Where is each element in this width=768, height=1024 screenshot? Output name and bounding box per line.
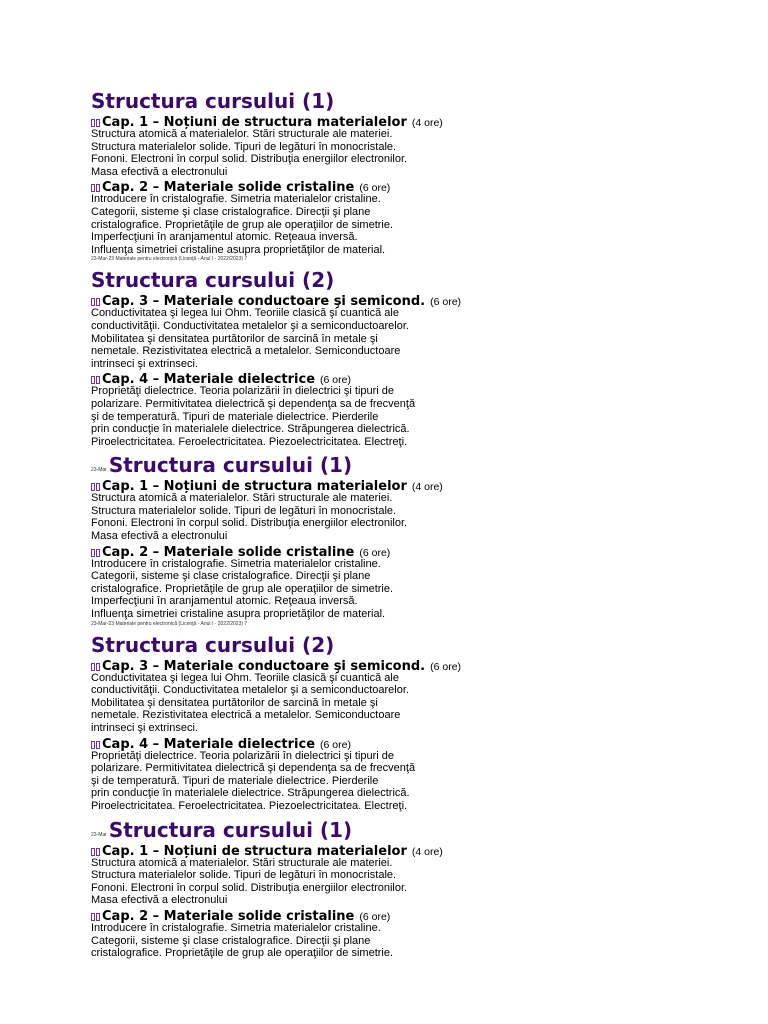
bullet-icon: [91, 544, 101, 553]
chapter-description-line: Piroelectricitatea. Feroelectricitatea. Piezoelectricitatea. Electreţi.: [91, 799, 408, 812]
bullet-icon: [91, 293, 101, 302]
chapter-description-line: Structura atomică a materialelor. Stări structurale ale materiei.: [91, 128, 393, 140]
chapter-description-line: Introducere în cristalografie. Simetria materialelor cristaline.: [91, 193, 381, 206]
chapter-hours: (6 ore): [359, 546, 391, 559]
bullet-icon: [91, 179, 101, 188]
chapter-description-line: cristalografice. Proprietăţile de grup ale operaţiilor de simetrie.: [91, 582, 394, 595]
chapter-description-line: polarizare. Permitivitatea dielectrică şi dependenţa sa de frecvenţă: [91, 397, 416, 410]
chapter-description-line: Introducere în cristalografie. Simetria materialelor cristaline.: [91, 921, 381, 934]
chapter-description-line: Fononi. Electroni în corpul solid. Distribuţia energiilor electronilor.: [91, 517, 408, 530]
date-prefix: 23-Mar: [91, 467, 107, 474]
chapter-description-line: Proprietăţi dielectrice. Teoria polarizării în dielectrici şi tipuri de: [91, 749, 395, 762]
chapter-heading: [91, 657, 491, 672]
bullet-icon: [91, 658, 101, 667]
section-header: [91, 628, 491, 657]
chapter-description-line: Piroelectricitatea. Feroelectricitatea. Piezoelectricitatea. Electreţi.: [91, 435, 408, 448]
chapter-description-line: Proprietăţi dielectrice. Teoria polarizării în dielectrici şi tipuri de: [91, 385, 395, 398]
chapter-hours: (4 ore): [411, 845, 443, 858]
chapter-description-line: Structura materialelor solide. Tipuri de legături în monocristale.: [91, 869, 397, 882]
chapter-heading: [91, 292, 491, 310]
course-section: [91, 448, 491, 627]
chapter-title: Cap. 4 – Materiale dielectrice: [102, 372, 316, 388]
date-prefix: 23-Mar: [91, 831, 107, 838]
chapter-description-line: Categorii, sisteme şi clase cristalografice. Direcţii şi plane: [91, 934, 371, 947]
chapter-hours: (6 ore): [359, 910, 391, 923]
chapter-hours: (6 ore): [430, 296, 462, 309]
chapter-description-line: conductivităţii. Conductivitatea metalelor şi a semiconductoarelor.: [91, 684, 409, 697]
chapter-heading: [91, 907, 491, 922]
chapter-heading: [91, 477, 491, 495]
chapter-heading: [91, 735, 491, 750]
section-title: Structura cursului (2): [91, 632, 335, 657]
document-page: [91, 84, 491, 960]
chapter-hours: (6 ore): [430, 660, 462, 673]
chapter-hours: (6 ore): [320, 374, 351, 387]
chapter-description-line: Fononi. Electroni în corpul solid. Distribuţia energiilor electronilor.: [91, 881, 408, 894]
chapter-title: Cap. 3 – Materiale conductoare şi semicond.: [102, 294, 426, 310]
chapter-description-line: Imperfecţiuni în aranjamentul atomic. Reţeaua inversă.: [91, 231, 358, 244]
chapter-description-line: Conductivitatea şi legea lui Ohm. Teoriile clasică şi cuantică ale: [91, 307, 399, 320]
chapter-description-line: Masa efectivă a electronului: [91, 165, 228, 178]
course-section: [91, 84, 491, 263]
section-header: [91, 813, 491, 842]
slide-footer: 23-Mar-23 Materiale pentru electronică (Licenţă - Anul I - 2022/2023) 7: [91, 620, 248, 627]
chapter-title: Cap. 2 – Materiale solide cristaline: [102, 908, 355, 924]
section-header: [91, 84, 491, 113]
chapter-description-line: Influenţa simetriei cristaline asupra proprietăţilor de material.: [91, 243, 386, 256]
chapter-description-line: Conductivitatea şi legea lui Ohm. Teoriile clasică şi cuantică ale: [91, 671, 399, 684]
chapter-title: Cap. 3 – Materiale conductoare şi semicond.: [102, 658, 426, 674]
bullet-icon: [91, 843, 101, 852]
chapter-hours: (4 ore): [411, 117, 443, 129]
chapter-description-line: conductivităţii. Conductivitatea metalelor şi a semiconductoarelor.: [91, 319, 409, 332]
chapter-description-line: nemetale. Rezistivitatea electrică a metalelor. Semiconductoare: [91, 345, 401, 358]
chapter-heading: [91, 543, 491, 558]
chapter-description-line: Masa efectivă a electronului: [91, 894, 228, 907]
chapter-description-line: Categorii, sisteme şi clase cristalografice. Direcţii şi plane: [91, 205, 371, 218]
chapter-description-line: Masa efectivă a electronului: [91, 530, 228, 543]
chapter-description-line: polarizare. Permitivitatea dielectrică şi dependenţa sa de frecvenţă: [91, 762, 416, 775]
chapter-description-line: Influenţa simetriei cristaline asupra proprietăţilor de material.: [91, 608, 386, 621]
bullet-icon: [91, 371, 101, 380]
chapter-heading: [91, 370, 491, 388]
chapter-heading: [91, 113, 491, 128]
chapter-description-line: şi de temperatură. Tipuri de materiale dielectrice. Pierderile: [91, 774, 379, 787]
bullet-icon: [91, 908, 101, 917]
chapter-description-line: Structura atomică a materialelor. Stări structurale ale materiei.: [91, 856, 393, 869]
chapter-heading: [91, 178, 491, 196]
chapter-title: Cap. 2 – Materiale solide cristaline: [102, 544, 355, 560]
chapter-description-line: prin conducţie în materialele dielectrice. Străpungerea dielectrică.: [91, 423, 410, 436]
chapter-description-line: Structura atomică a materialelor. Stări structurale ale materiei.: [91, 492, 393, 505]
chapter-description-line: Categorii, sisteme şi clase cristalografice. Direcţii şi plane: [91, 570, 371, 583]
chapter-description-line: cristalografice. Proprietăţile de grup ale operaţiilor de simetrie.: [91, 947, 394, 960]
chapter-heading: [91, 842, 491, 857]
section-header: [91, 448, 491, 477]
chapter-description-line: Mobilitatea şi densitatea purtătorilor de sarcină în metale şi: [91, 332, 378, 345]
course-section: [91, 628, 491, 813]
chapter-description-line: Structura materialelor solide. Tipuri de legături în monocristale.: [91, 140, 397, 153]
chapter-hours: (6 ore): [320, 738, 351, 751]
chapter-description-line: Fononi. Electroni în corpul solid. Distribuţia energiilor electronilor.: [91, 153, 408, 166]
chapter-title: Cap. 2 – Materiale solide cristaline: [102, 180, 355, 196]
course-section: [91, 263, 491, 448]
bullet-icon: [91, 478, 101, 487]
section-header: [91, 263, 491, 292]
chapter-description-line: nemetale. Rezistivitatea electrică a metalelor. Semiconductoare: [91, 709, 401, 722]
chapter-description-line: prin conducţie în materialele dielectrice. Străpungerea dielectrică.: [91, 787, 410, 800]
chapter-title: Cap. 1 – Noțiuni de structura materialelor: [102, 115, 407, 130]
chapter-description-line: şi de temperatură. Tipuri de materiale dielectrice. Pierderile: [91, 410, 379, 423]
chapter-description-line: cristalografice. Proprietăţile de grup ale operaţiilor de simetrie.: [91, 218, 394, 231]
chapter-description-line: intrinseci şi extrinseci.: [91, 722, 198, 734]
bullet-icon: [91, 736, 101, 745]
chapter-title: Cap. 1 – Noțiuni de structura materialelor: [102, 479, 407, 495]
chapter-description-line: Imperfecţiuni în aranjamentul atomic. Reţeaua inversă.: [91, 595, 358, 608]
chapter-description-line: Structura materialelor solide. Tipuri de legături în monocristale.: [91, 504, 397, 517]
chapter-title: Cap. 4 – Materiale dielectrice: [102, 736, 316, 752]
chapter-hours: (6 ore): [359, 182, 391, 195]
bullet-icon: [91, 114, 101, 123]
slide-footer: 23-Mar-23 Materiale pentru electronică (Licenţă - Anul I - 2022/2023) 7: [91, 256, 248, 263]
section-title: Structura cursului (2): [91, 268, 335, 293]
course-section: [91, 813, 491, 960]
chapter-hours: (4 ore): [411, 481, 443, 494]
section-title: Structura cursului (1): [108, 817, 353, 842]
chapter-title: Cap. 1 – Noțiuni de structura materialelor: [102, 843, 407, 859]
section-title: Structura cursului (1): [108, 453, 353, 478]
section-title: Structura cursului (1): [91, 89, 335, 113]
chapter-description-line: intrinseci şi extrinseci.: [91, 357, 198, 370]
chapter-description-line: Mobilitatea şi densitatea purtătorilor de sarcină în metale şi: [91, 696, 378, 709]
chapter-description-line: Introducere în cristalografie. Simetria materialelor cristaline.: [91, 557, 381, 570]
